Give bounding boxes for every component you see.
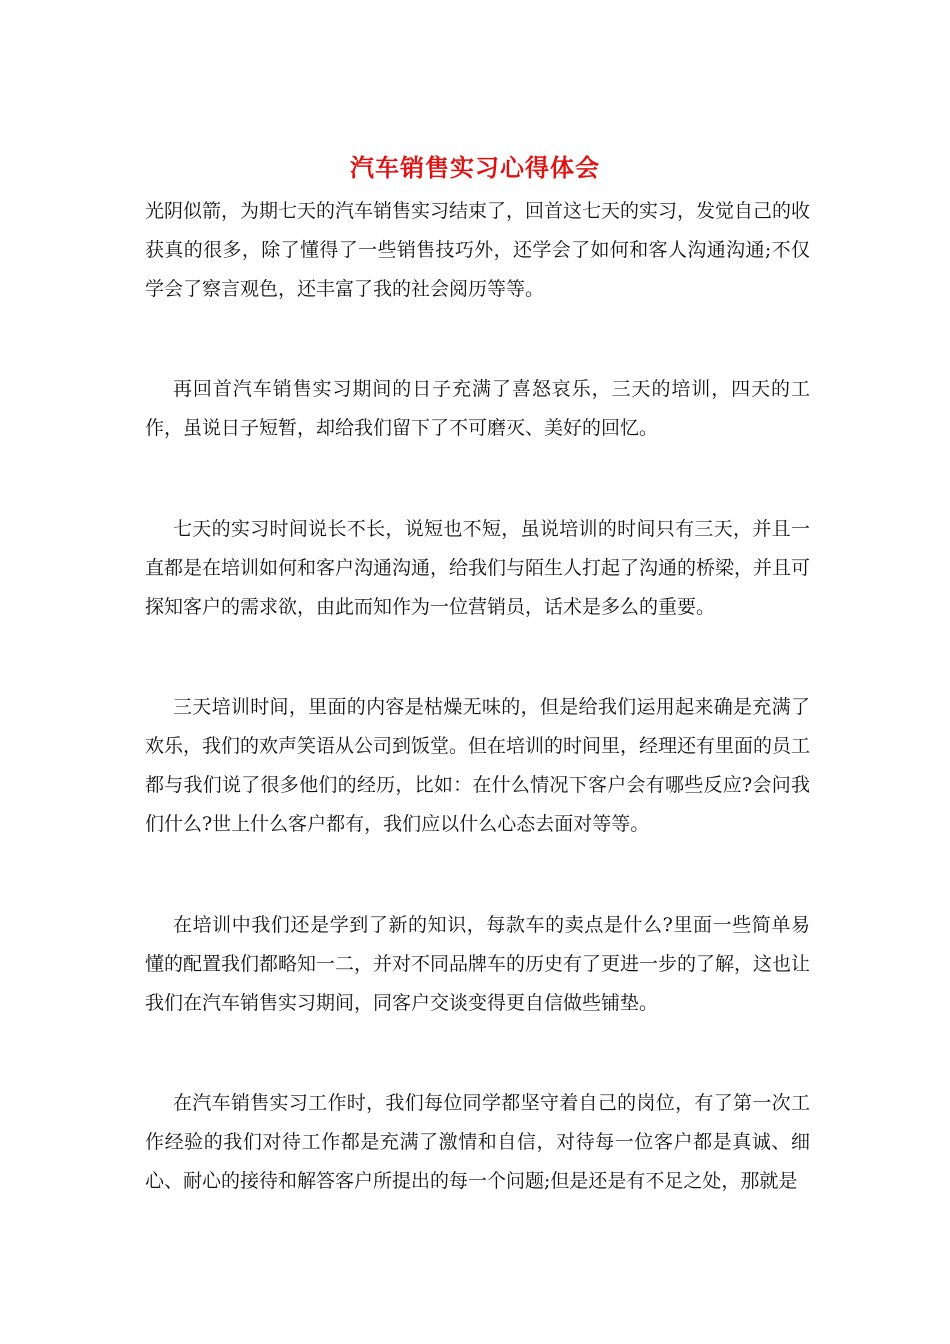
paragraph-2: 再回首汽车销售实习期间的日子充满了喜怒哀乐，三天的培训，四天的工作，虽说日子短暂，却给我们留下了不可磨灭、美好的回忆。 (145, 378, 810, 439)
paragraph-4: 三天培训时间，里面的内容是枯燥无味的，但是给我们运用起来确是充满了欢乐，我们的欢声笑语从公司到饭堂。但在培训的时间里，经理还有里面的员工都与我们说了很多他们的经历，比如：在什么情况下客户会有哪些反应?会问我们什么?世上什么客户都有，我们应以什么心态去面对等等。 (145, 696, 811, 835)
paragraph-1: 光阴似箭，为期七天的汽车销售实习结束了，回首这七天的实习，发觉自己的收获真的很多，除了懂得了一些销售技巧外，还学会了如何和客人沟通沟通;不仅学会了察言观色，还丰富了我的社会阅历等等。 (145, 200, 811, 300)
paragraph-6: 在汽车销售实习工作时，我们每位同学都坚守着自己的岗位，有了第一次工作经验的我们对待工作都是充满了激情和自信，对待每一位客户都是真诚、细心、耐心的接待和解答客户所提出的每一个问题;但是还是有不足之处，那就是 (145, 1092, 810, 1192)
paragraph-3: 七天的实习时间说长不长，说短也不短，虽说培训的时间只有三天，并且一直都是在培训如何和客户沟通沟通，给我们与陌生人打起了沟通的桥梁，并且可探知客户的需求欲，由此而知作为一位营销员，话术是多么的重要。 (145, 518, 811, 618)
paragraph-5: 在培训中我们还是学到了新的知识，每款车的卖点是什么?里面一些简单易懂的配置我们都略知一二，并对不同品牌车的历史有了更进一步的了解，这也让我们在汽车销售实习期间，同客户交谈变得更自信做些铺垫。 (145, 914, 811, 1014)
document-title: 汽车销售实习心得体会 (350, 153, 600, 182)
